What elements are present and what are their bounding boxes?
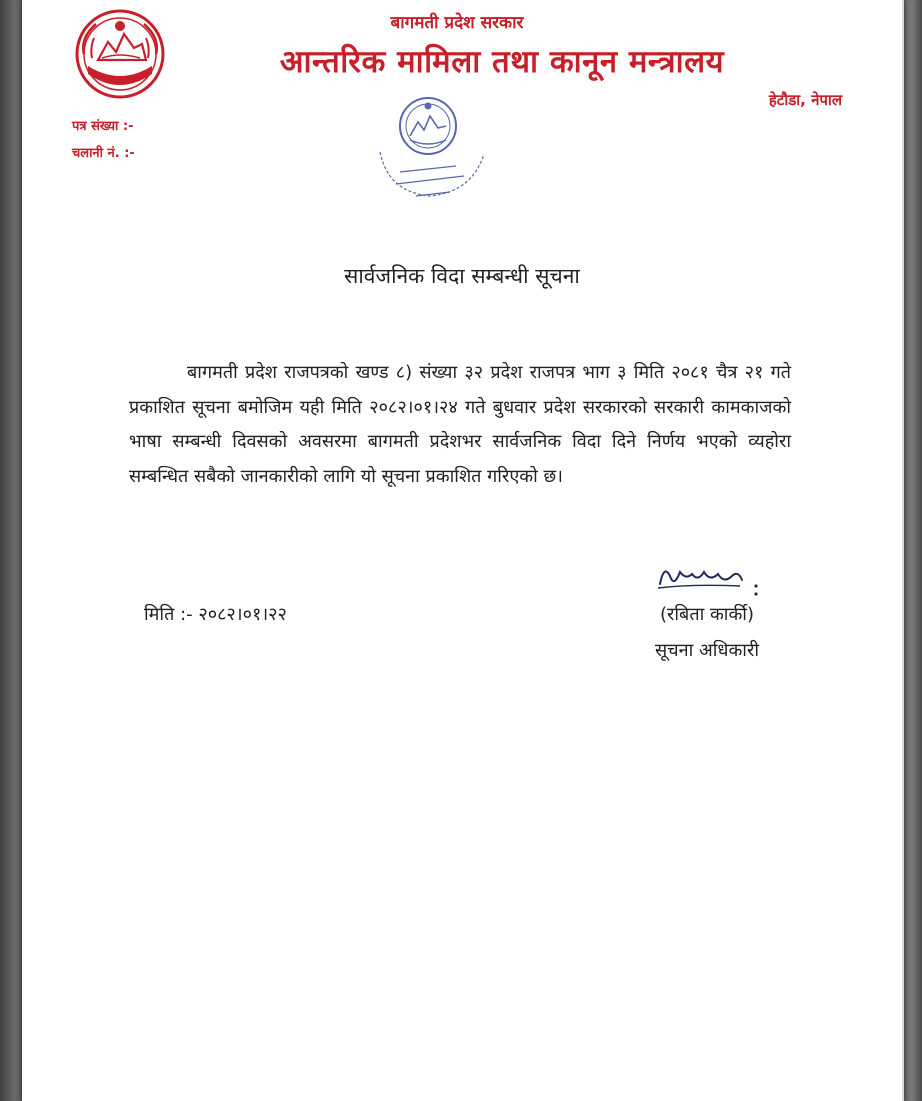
office-location: हेटौडा, नेपाल — [768, 91, 842, 109]
government-name: बागमती प्रदेश सरकार — [390, 13, 524, 33]
document-page — [22, 0, 904, 1101]
ministry-name: आन्तरिक मामिला तथा कानून मन्त्रालय — [279, 44, 725, 80]
page-edge — [902, 0, 904, 1101]
officer-title: सूचना अधिकारी — [655, 640, 759, 661]
notice-date: मिति :- २०८२।०१।२२ — [144, 604, 287, 625]
office-seal-icon — [360, 92, 500, 222]
reference-number-label: पत्र संख्या :- — [72, 119, 134, 134]
dispatch-number-label: चलानी नं. :- — [72, 146, 135, 161]
government-emblem-icon — [74, 8, 166, 100]
officer-name: (रबिता कार्की) — [660, 604, 754, 625]
notice-title: सार्वजनिक विदा सम्बन्धी सूचना — [344, 264, 580, 288]
notice-body: बागमती प्रदेश राजपत्रको खण्ड ८) संख्या ३२ प्रदेश राजपत्र भाग ३ मिति २०८१ चैत्र २१ गते प्रकाशित सूचना बमोजिम यही मिति २०८२।०१।२४ गते बुधवार प्रदेश सरकारको सरकारी कामकाजको भाषा सम्बन्धी दिवसको अवसरमा बागमती प्रदेशभर सार्वजनिक विदा दिने निर्णय भएको व्यहोरा सम्बन्धित सबैको जानकारीको लागि यो सूचना प्रकाशित गरिएको छ। — [129, 362, 791, 487]
signature-icon — [652, 558, 772, 598]
